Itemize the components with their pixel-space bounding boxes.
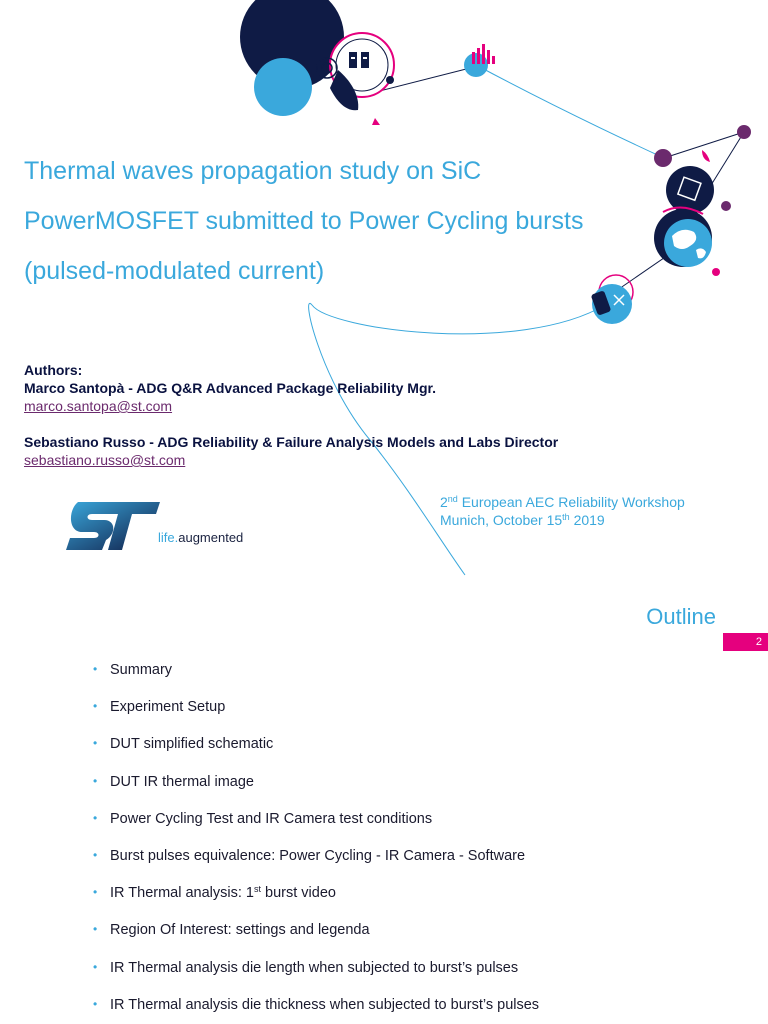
outline-title: Outline — [646, 604, 716, 629]
author-1-name: Marco Santopà - ADG Q&R Advanced Package Reliability Mgr. — [24, 380, 437, 396]
logo-tagline — [158, 530, 243, 545]
bullet-icon: • — [93, 736, 98, 751]
outline-item: • Experiment Setup — [93, 699, 226, 716]
title-line-2: PowerMOSFET submitted to Power Cycling bursts — [24, 207, 584, 235]
bullet-icon: • — [93, 699, 98, 714]
author-1-email-link[interactable]: marco.santopa@st.com — [24, 398, 173, 414]
bullet-icon: • — [93, 773, 98, 788]
st-logo-icon — [64, 500, 160, 552]
bullet-icon: • — [93, 959, 98, 974]
bullet-icon: • — [93, 922, 98, 937]
outline-item: • IR Thermal analysis die thickness when subjected to burst’s pulses — [93, 996, 540, 1013]
title-line-1: Thermal waves propagation study on SiC — [24, 157, 482, 185]
bullet-icon: • — [93, 810, 98, 825]
bullet-icon: • — [93, 885, 98, 900]
title-line-3: (pulsed-modulated current) — [24, 257, 325, 285]
outline-list — [93, 662, 539, 1024]
st-logo — [64, 500, 160, 557]
bullet-icon: • — [93, 996, 98, 1011]
outline-item: • IR Thermal analysis: 1st burst video — [93, 884, 336, 902]
page-number-badge: 2 — [723, 633, 768, 651]
author-2-email-link[interactable]: sebastiano.russo@st.com — [24, 452, 186, 468]
bullet-icon: • — [93, 847, 98, 862]
authors-block — [24, 361, 558, 469]
outline-slide — [0, 586, 768, 1024]
slide-title — [24, 146, 704, 296]
bullet-icon: • — [93, 662, 98, 676]
authors-label: Authors: — [24, 362, 83, 378]
tagline-augmented: augmented — [178, 530, 244, 545]
outline-item: • Summary — [93, 662, 173, 678]
outline-item: • IR Thermal analysis die length when subjected to burst’s pulses — [93, 959, 519, 976]
workshop-line-1: 2nd European AEC Reliability Workshop — [440, 494, 685, 510]
workshop-line-2: Munich, October 15th 2019 — [440, 512, 605, 528]
outline-item: • Power Cycling Test and IR Camera test conditions — [93, 810, 433, 827]
tagline-life: life. — [158, 530, 179, 545]
outline-item: • Region Of Interest: settings and legenda — [93, 922, 370, 939]
workshop-info — [440, 493, 685, 529]
outline-item: • DUT IR thermal image — [93, 773, 254, 790]
outline-item: • Burst pulses equivalence: Power Cycling - IR Camera - Software — [93, 847, 526, 864]
st-logo-wordmark: ST — [112, 534, 114, 535]
author-2-name: Sebastiano Russo - ADG Reliability & Failure Analysis Models and Labs Director — [24, 434, 559, 450]
outline-item: • DUT simplified schematic — [93, 736, 274, 753]
